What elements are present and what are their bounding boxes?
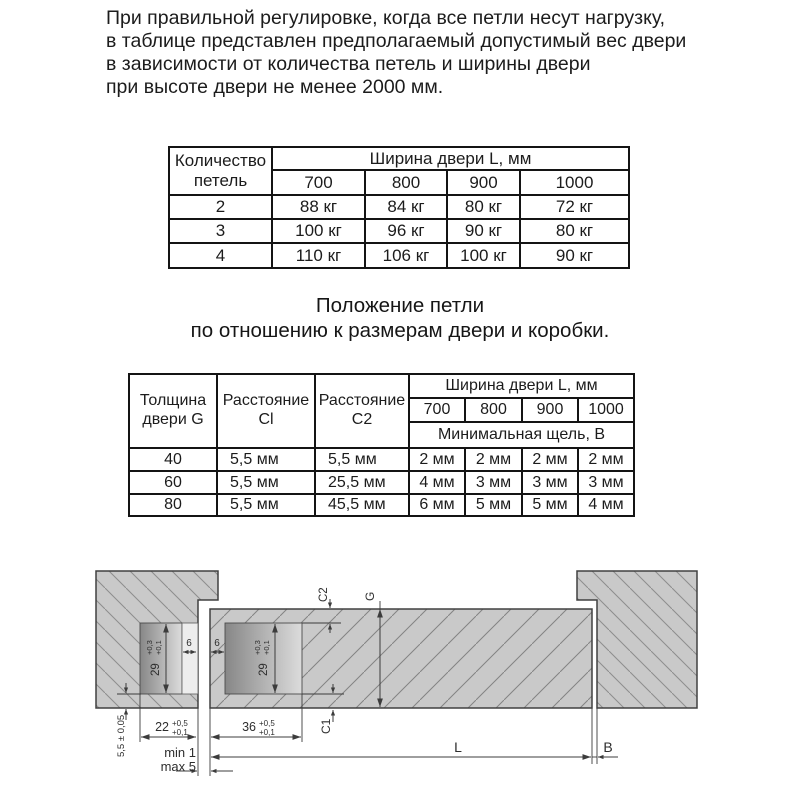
- table-cell: 5,5 мм: [217, 448, 315, 471]
- table-cell: 5 мм: [465, 494, 522, 516]
- table-cell: 5,5 мм: [217, 494, 315, 516]
- table-row: [129, 494, 634, 516]
- table-cell: 2: [169, 195, 272, 219]
- svg-text:22: 22: [155, 720, 169, 734]
- table-cell: 5 мм: [522, 494, 578, 516]
- section-title: [0, 293, 800, 343]
- column-header: 700: [409, 398, 465, 422]
- column-header: 800: [465, 398, 522, 422]
- table-cell: 45,5 мм: [315, 494, 409, 516]
- dim-label-c1: C1: [319, 718, 333, 734]
- dim-label-l: L: [454, 739, 462, 755]
- svg-text:+0,1: +0,1: [262, 640, 271, 655]
- frame-cup-lip: [182, 623, 198, 694]
- table-cell: 60: [129, 471, 217, 494]
- table-header-thickness: Толщина двери G: [129, 374, 217, 448]
- table-cell: 4 мм: [578, 494, 634, 516]
- hinge-cross-section-diagram: [0, 555, 800, 800]
- table-cell: 88 кг: [272, 195, 365, 219]
- table-cell: 2 мм: [522, 448, 578, 471]
- dim-label-g: G: [363, 591, 377, 601]
- table-cell: 96 кг: [365, 219, 447, 243]
- svg-text:+0,3: +0,3: [145, 640, 154, 655]
- table-row: [169, 195, 629, 219]
- svg-text:+0,5: +0,5: [259, 719, 275, 728]
- intro-line: в зависимости от количества петель и ширины двери: [106, 53, 591, 75]
- dim-label-b: B: [603, 739, 613, 755]
- table-cell: 40: [129, 448, 217, 471]
- table-cell: 3 мм: [522, 471, 578, 494]
- table-cell: 80 кг: [447, 195, 520, 219]
- table-header-door-width: Ширина двери L, мм: [272, 147, 629, 170]
- table-cell: 25,5 мм: [315, 471, 409, 494]
- table-header-hinge-count: Количество петель: [169, 147, 272, 195]
- table-row: [169, 243, 629, 268]
- svg-text:29: 29: [258, 663, 270, 676]
- frame-jamb-right: [577, 571, 697, 708]
- table-cell: 5,5 мм: [315, 448, 409, 471]
- table-cell: 5,5 мм: [217, 471, 315, 494]
- table-cell: 80: [129, 494, 217, 516]
- table-row: [129, 448, 634, 471]
- table-cell: 3 мм: [578, 471, 634, 494]
- table-cell: 110 кг: [272, 243, 365, 268]
- table-cell: 90 кг: [520, 243, 629, 268]
- table-cell: 100 кг: [272, 219, 365, 243]
- section-title-line: Положение петли: [315, 294, 485, 317]
- dim-label-gap-min: min 1: [164, 745, 196, 760]
- table-header-distance-c1: Расстояние Cl: [217, 374, 315, 448]
- table-cell: 4 мм: [409, 471, 465, 494]
- svg-text:+0,1: +0,1: [154, 640, 163, 655]
- table-cell: 4: [169, 243, 272, 268]
- door-weight-table: [168, 146, 630, 269]
- column-header: 900: [522, 398, 578, 422]
- table-cell: 3: [169, 219, 272, 243]
- frame-hinge-cup: [140, 623, 182, 694]
- column-header: 900: [447, 170, 520, 195]
- dim-label-door-bore: [242, 719, 275, 737]
- intro-line: в таблице представлен предполагаемый допустимый вес двери: [106, 30, 687, 52]
- dim-label-c2: C2: [318, 587, 330, 602]
- table-row: [129, 471, 634, 494]
- table-header-min-gap: Минимальная щель, B: [409, 422, 634, 448]
- svg-text:36: 36: [242, 720, 256, 734]
- intro-line: при высоте двери не менее 2000 мм.: [106, 76, 444, 98]
- intro-line: При правильной регулировке, когда все петли несут нагрузку,: [106, 7, 666, 29]
- table-cell: 2 мм: [465, 448, 522, 471]
- column-header: 1000: [520, 170, 629, 195]
- table-cell: 106 кг: [365, 243, 447, 268]
- table-header-distance-c2: Расстояние C2: [315, 374, 409, 448]
- dim-label-frame-edge: 5,5 ± 0,05: [116, 714, 127, 757]
- column-header: 800: [365, 170, 447, 195]
- dim-label-frame-bore: [155, 719, 188, 737]
- table-cell: 72 кг: [520, 195, 629, 219]
- svg-text:+0,5: +0,5: [172, 719, 188, 728]
- svg-text:+0,1: +0,1: [172, 728, 188, 737]
- table-cell: 84 кг: [365, 195, 447, 219]
- dim-label-lip-frame: 6: [186, 638, 192, 649]
- table-cell: 6 мм: [409, 494, 465, 516]
- table-cell: 100 кг: [447, 243, 520, 268]
- door-hinge-cup: [225, 623, 302, 694]
- table-cell: 80 кг: [520, 219, 629, 243]
- table-header-door-width: Ширина двери L, мм: [409, 374, 634, 398]
- svg-text:29: 29: [150, 663, 162, 676]
- dim-label-lip-door: 6: [214, 638, 220, 649]
- svg-text:+0,1: +0,1: [259, 728, 275, 737]
- table-cell: 2 мм: [578, 448, 634, 471]
- table-cell: 90 кг: [447, 219, 520, 243]
- intro-paragraph: [106, 7, 706, 99]
- svg-text:+0,3: +0,3: [253, 640, 262, 655]
- table-cell: 2 мм: [409, 448, 465, 471]
- hinge-position-table: [128, 373, 635, 517]
- column-header: 1000: [578, 398, 634, 422]
- table-row: [169, 219, 629, 243]
- section-title-line: по отношению к размерам двери и коробки.: [190, 319, 610, 342]
- table-cell: 3 мм: [465, 471, 522, 494]
- dim-label-gap-max: max 5: [160, 759, 196, 774]
- column-header: 700: [272, 170, 365, 195]
